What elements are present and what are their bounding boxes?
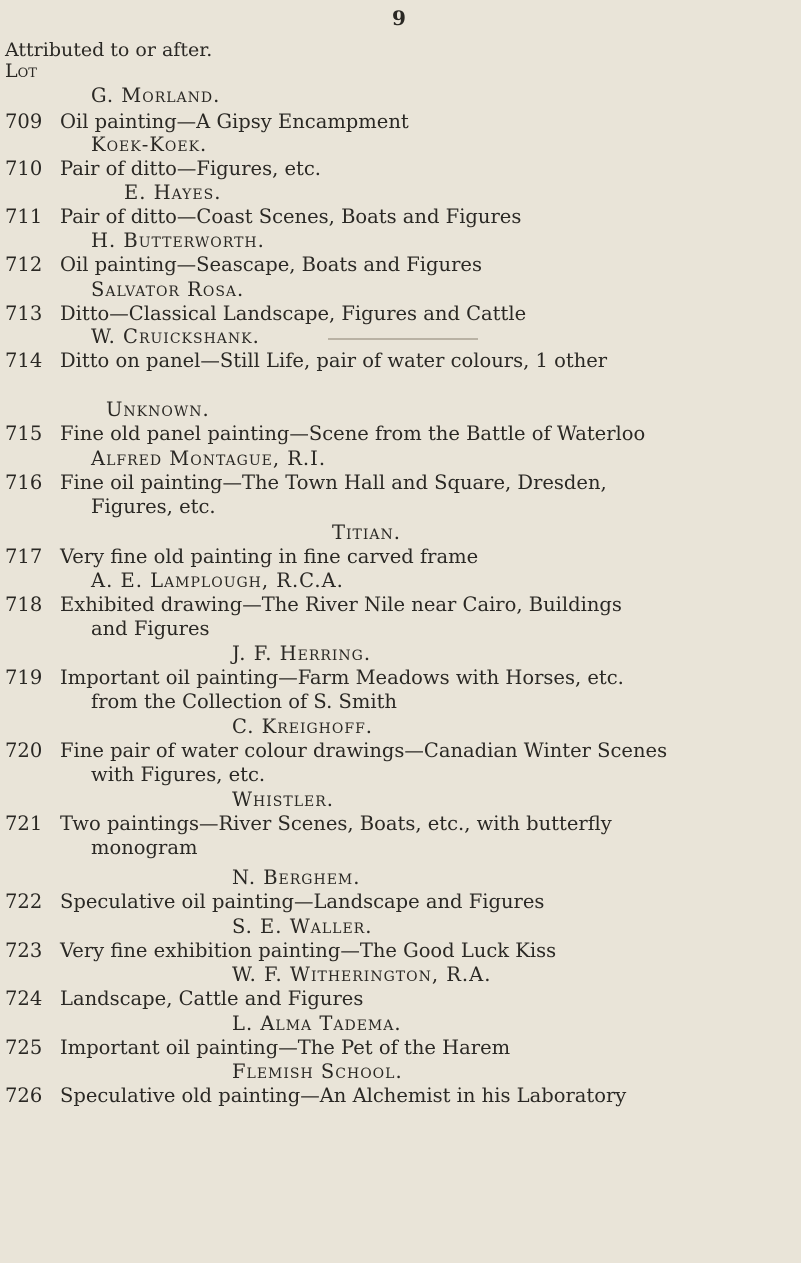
lot-description: Speculative oil painting—Landscape and Figures	[60, 890, 545, 913]
header-attributed: Attributed to or after.	[5, 39, 213, 61]
lot-description: Important oil painting—Farm Meadows with Horses, etc.	[60, 666, 624, 689]
lot-description-continued: and Figures	[91, 617, 210, 640]
artist-name: C. Kreighoff.	[232, 715, 373, 738]
lot-number: 725	[5, 1036, 43, 1059]
artist-name: Titian.	[332, 521, 401, 544]
lot-number: 709	[5, 110, 43, 133]
lot-number: 720	[5, 739, 43, 762]
artist-name: J. F. Herring.	[232, 642, 372, 665]
lot-description: Pair of ditto—Figures, etc.	[60, 157, 321, 180]
lot-description-continued: monogram	[91, 836, 198, 859]
lot-description: Important oil painting—The Pet of the Harem	[60, 1036, 511, 1059]
lot-description: Landscape, Cattle and Figures	[60, 987, 364, 1010]
lot-description: Fine old panel painting—Scene from the Battle of Waterloo	[60, 422, 646, 445]
lot-description: Oil painting—Seascape, Boats and Figures	[60, 253, 482, 276]
artist-name: Unknown.	[106, 398, 210, 421]
lot-number: 711	[5, 205, 43, 228]
artist-name: Alfred Montague, R.I.	[91, 447, 327, 470]
lot-number: 713	[5, 302, 43, 325]
lot-number: 712	[5, 253, 43, 276]
page-number: 9	[392, 6, 406, 30]
artist-name: N. Berghem.	[232, 866, 361, 889]
lot-description: Fine oil painting—The Town Hall and Square, Dresden,	[60, 471, 607, 494]
artist-name: Whistler.	[232, 788, 334, 811]
lot-description: Exhibited drawing—The River Nile near Cairo, Buildings	[60, 593, 622, 616]
lot-number: 721	[5, 812, 43, 835]
artist-name: Koek-Koek.	[91, 133, 208, 156]
artist-name: Flemish School.	[232, 1060, 403, 1083]
lot-description: Very fine old painting in fine carved frame	[60, 545, 479, 568]
lot-description: Fine pair of water colour drawings—Canadian Winter Scenes	[60, 739, 668, 762]
lot-description-continued: Figures, etc.	[91, 495, 216, 518]
artist-name: Salvator Rosa.	[91, 278, 245, 301]
lot-number: 722	[5, 890, 43, 913]
lot-description: Two paintings—River Scenes, Boats, etc., with butterfly	[60, 812, 612, 835]
artist-name: W. F. Witherington, R.A.	[232, 963, 492, 986]
lot-number: 714	[5, 349, 43, 372]
lot-number: 724	[5, 987, 43, 1010]
lot-number: 719	[5, 666, 43, 689]
artist-name: H. Butterworth.	[91, 229, 265, 252]
lot-description: Ditto—Classical Landscape, Figures and Cattle	[60, 302, 527, 325]
lot-column-label: Lot	[5, 60, 37, 82]
artist-name: L. Alma Tadema.	[232, 1012, 402, 1035]
lot-description: Ditto on panel—Still Life, pair of water colours, 1 other	[60, 349, 608, 372]
artist-name: E. Hayes.	[124, 181, 222, 204]
artist-name: S. E. Waller.	[232, 915, 373, 938]
lot-number: 716	[5, 471, 43, 494]
artist-name: G. Morland.	[91, 84, 221, 107]
lot-description-continued: with Figures, etc.	[91, 763, 266, 786]
lot-description: Oil painting—A Gipsy Encampment	[60, 110, 409, 133]
lot-description-continued: from the Collection of S. Smith	[91, 690, 397, 713]
lot-description: Pair of ditto—Coast Scenes, Boats and Figures	[60, 205, 522, 228]
lot-number: 715	[5, 422, 43, 445]
lot-number: 717	[5, 545, 43, 568]
lot-number: 718	[5, 593, 43, 616]
artist-name: W. Cruickshank.	[91, 325, 260, 348]
lot-description: Very fine exhibition painting—The Good Luck Kiss	[60, 939, 557, 962]
lot-number: 726	[5, 1084, 43, 1107]
artist-name: A. E. Lamplough, R.C.A.	[91, 569, 344, 592]
lot-number: 723	[5, 939, 43, 962]
lot-number: 710	[5, 157, 43, 180]
section-divider	[328, 338, 478, 340]
lot-description: Speculative old painting—An Alchemist in his Laboratory	[60, 1084, 627, 1107]
